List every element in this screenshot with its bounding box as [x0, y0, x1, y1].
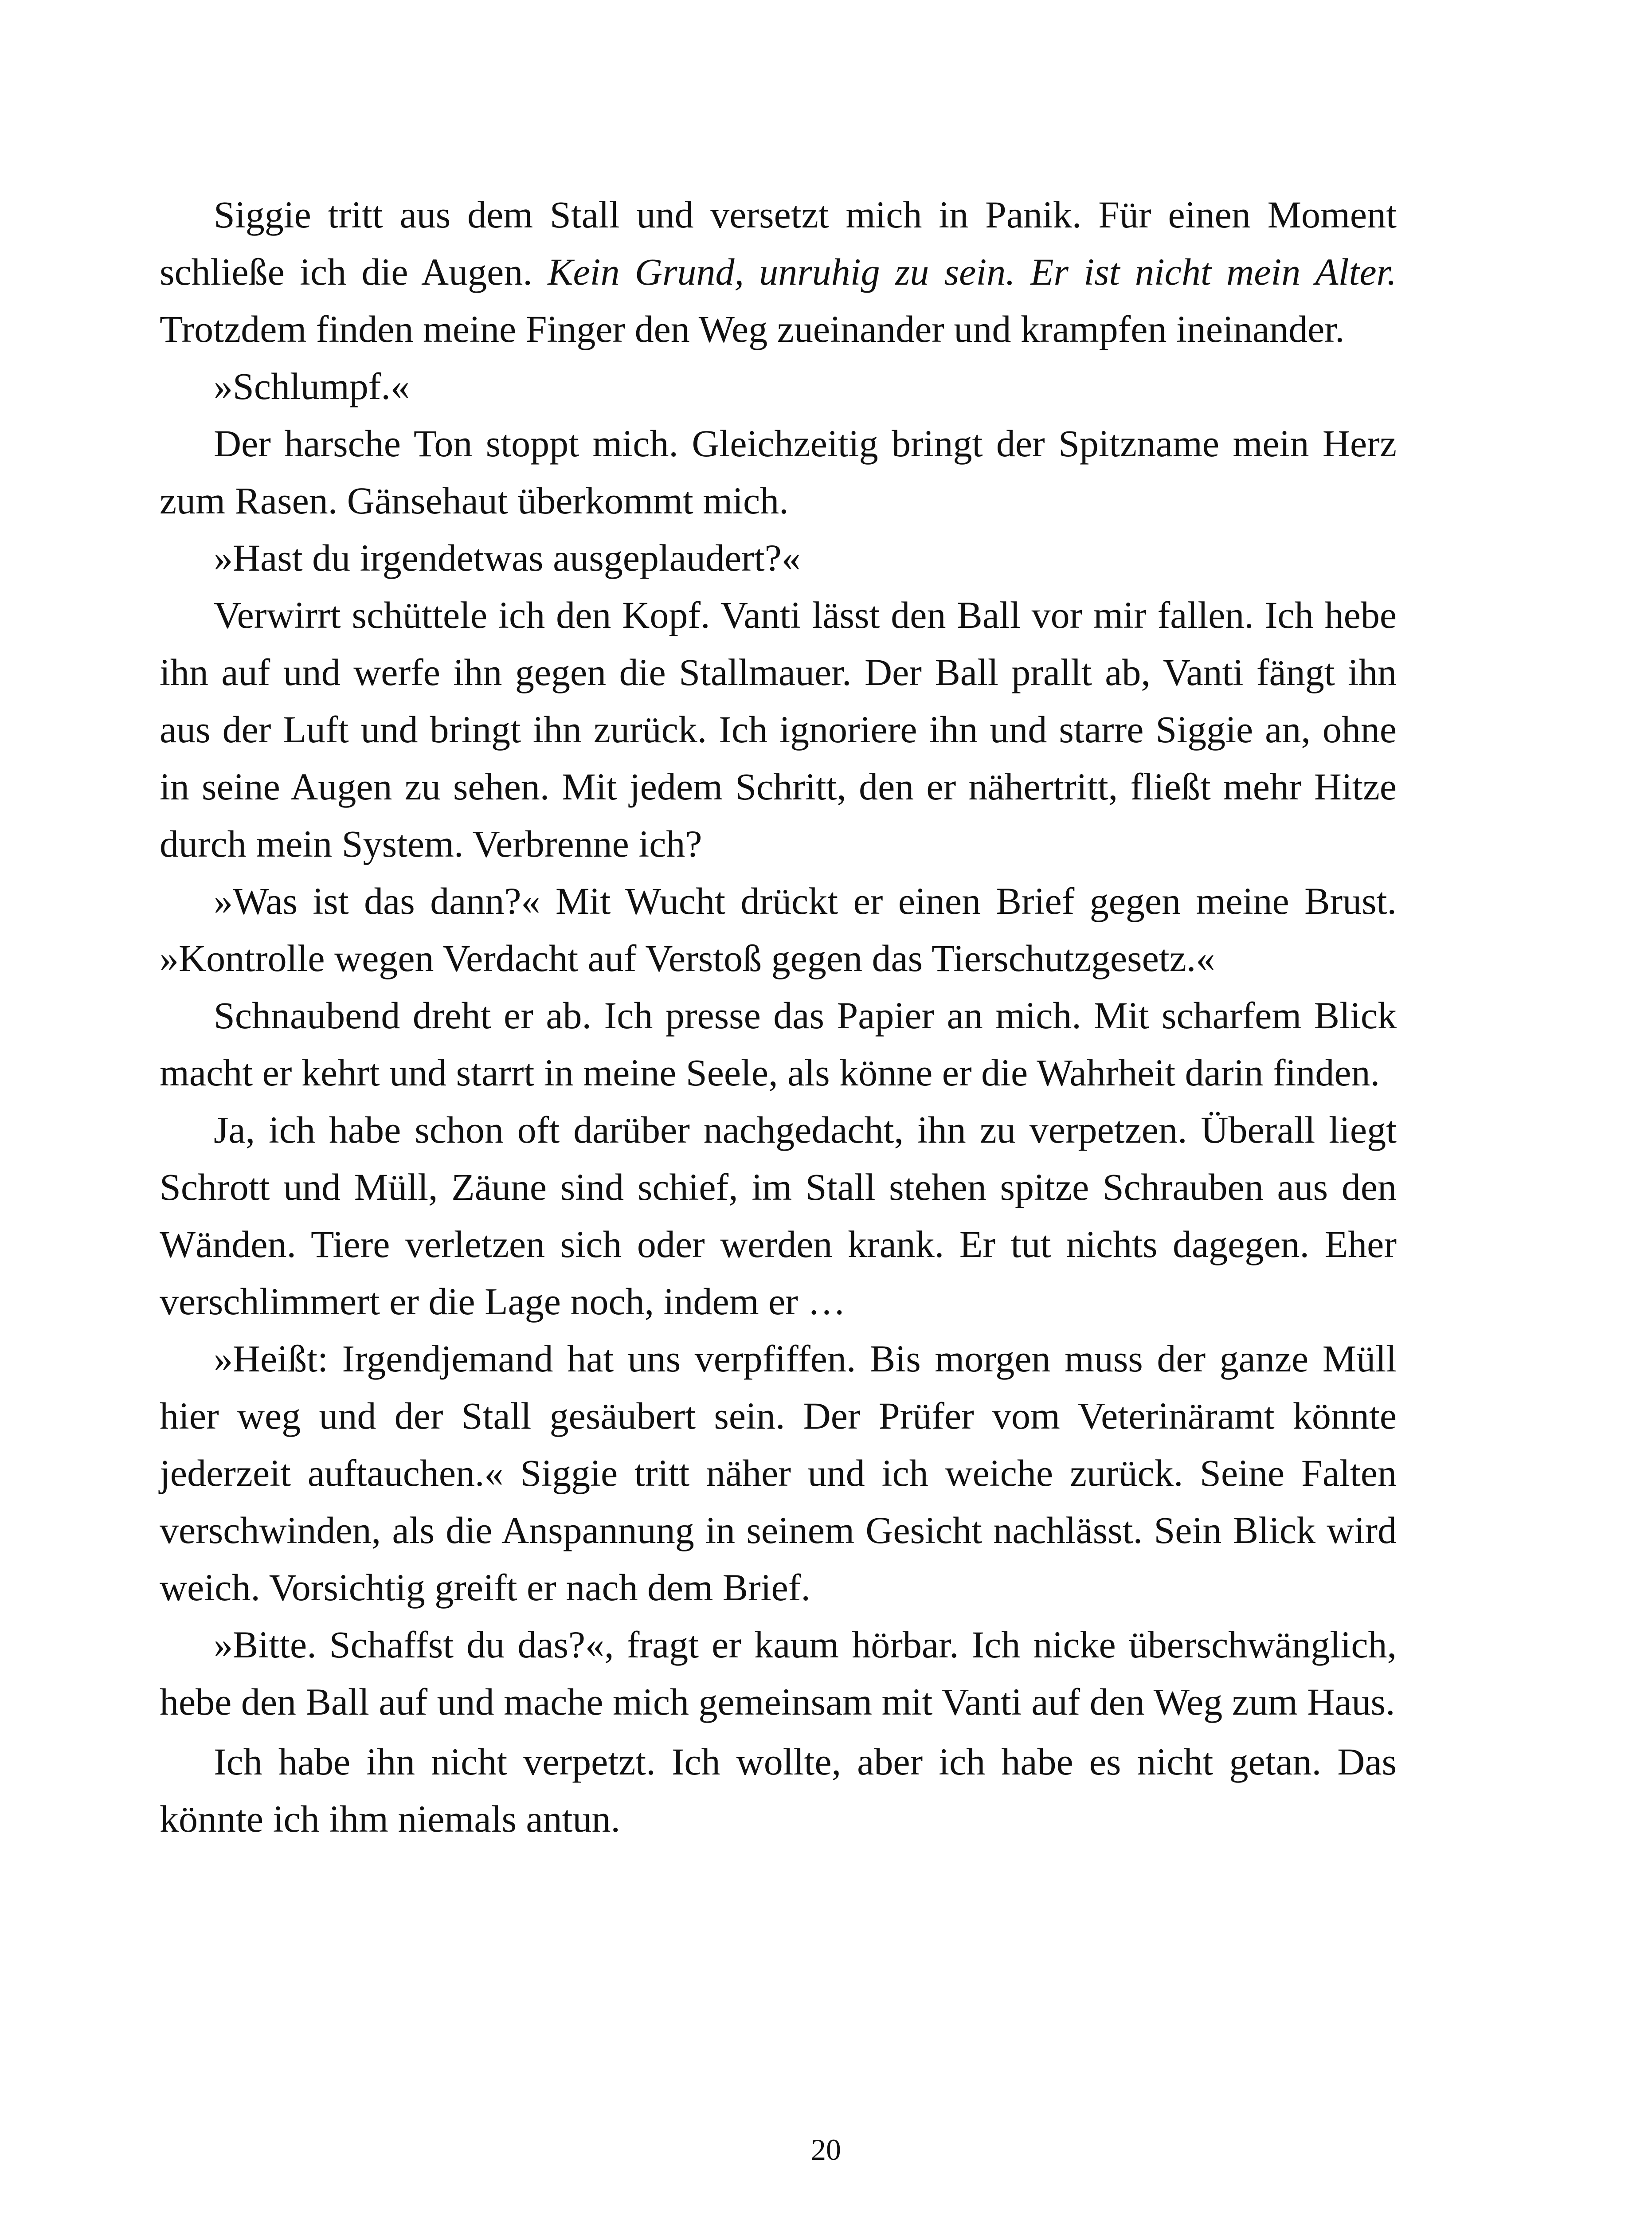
body-text: [160, 186, 1397, 1848]
paragraph-text: Der harsche Ton stoppt mich. Gleichzeitig bringt der Spitzname mein Herz zum Rasen. Gänsehaut überkommt mich.: [160, 422, 1397, 522]
paragraph-text: Ich habe ihn nicht verpetzt. Ich wollte, aber ich habe es nicht getan. Das könnte ich ihm niemals antun.: [160, 1740, 1397, 1840]
paragraph: [160, 873, 1397, 987]
paragraph-text: Siggie tritt aus dem Stall und versetzt mich in Panik. Für einen Moment schließe ich die Augen.: [160, 193, 1397, 293]
paragraph-text: Ja, ich habe schon oft darüber nachgedacht, ihn zu verpetzen. Überall liegt Schrott und Müll, Zäune sind schief, im Stall stehen spitze Schrauben aus den Wänden. Tiere verletzen sich oder werden krank. Er tut nichts dagegen. Eher verschlimmert er die Lage noch, indem er …: [160, 1108, 1397, 1323]
paragraph-text: Schnaubend dreht er ab. Ich presse das Papier an mich. Mit scharfem Blick macht er kehrt und starrt in meine Seele, als könne er die Wahrheit darin finden.: [160, 994, 1397, 1094]
paragraph: [160, 529, 1397, 587]
paragraph: [160, 1101, 1397, 1330]
dialogue-line: »Schlumpf.«: [214, 365, 410, 407]
paragraph: [160, 415, 1397, 529]
paragraph-text: Verwirrt schüttele ich den Kopf. Vanti lässt den Ball vor mir fallen. Ich hebe ihn auf und werfe ihn gegen die Stallmauer. Der Ball prallt ab, Vanti fängt ihn aus der Luft und bringt ihn zurück. Ich ignoriere ihn und starre Siggie an, ohne in seine Augen zu sehen. Mit jedem Schritt, den er nähertritt, fließt mehr Hitze durch mein System. Verbrenne ich?: [160, 594, 1397, 865]
paragraph: [160, 1733, 1397, 1848]
dialogue-line: »Hast du irgendetwas ausgeplaudert?«: [214, 537, 801, 579]
italic-thought: Kein Grund, unruhig zu sein. Er ist nicht mein Alter.: [548, 251, 1397, 293]
page-number: 20: [811, 2133, 841, 2166]
paragraph: [160, 587, 1397, 873]
paragraph: [160, 186, 1397, 358]
paragraph: [160, 1616, 1397, 1731]
paragraph-text: Trotzdem finden meine Finger den Weg zueinander und krampfen ineinander.: [160, 308, 1345, 350]
paragraph-text: »Was ist das dann?« Mit Wucht drückt er einen Brief gegen meine Brust. »Kontrolle wegen Verdacht auf Verstoß gegen das Tierschutzgesetz.«: [160, 880, 1397, 979]
paragraph: [160, 358, 1397, 415]
paragraph: [160, 1330, 1397, 1616]
paragraph-text: »Bitte. Schaffst du das?«, fragt er kaum hörbar. Ich nicke überschwänglich, hebe den Ball auf und mache mich gemeinsam mit Vanti auf den Weg zum Haus.: [160, 1623, 1397, 1723]
paragraph-text: »Heißt: Irgendjemand hat uns verpfiffen. Bis morgen muss der ganze Müll hier weg und der Stall gesäubert sein. Der Prüfer vom Veterinäramt könnte jederzeit auftauchen.« Siggie tritt näher und ich weiche zurück. Seine Falten verschwinden, als die Anspannung in seinem Gesicht nachlässt. Sein Blick wird weich. Vorsichtig greift er nach dem Brief.: [160, 1337, 1397, 1609]
paragraph: [160, 987, 1397, 1101]
